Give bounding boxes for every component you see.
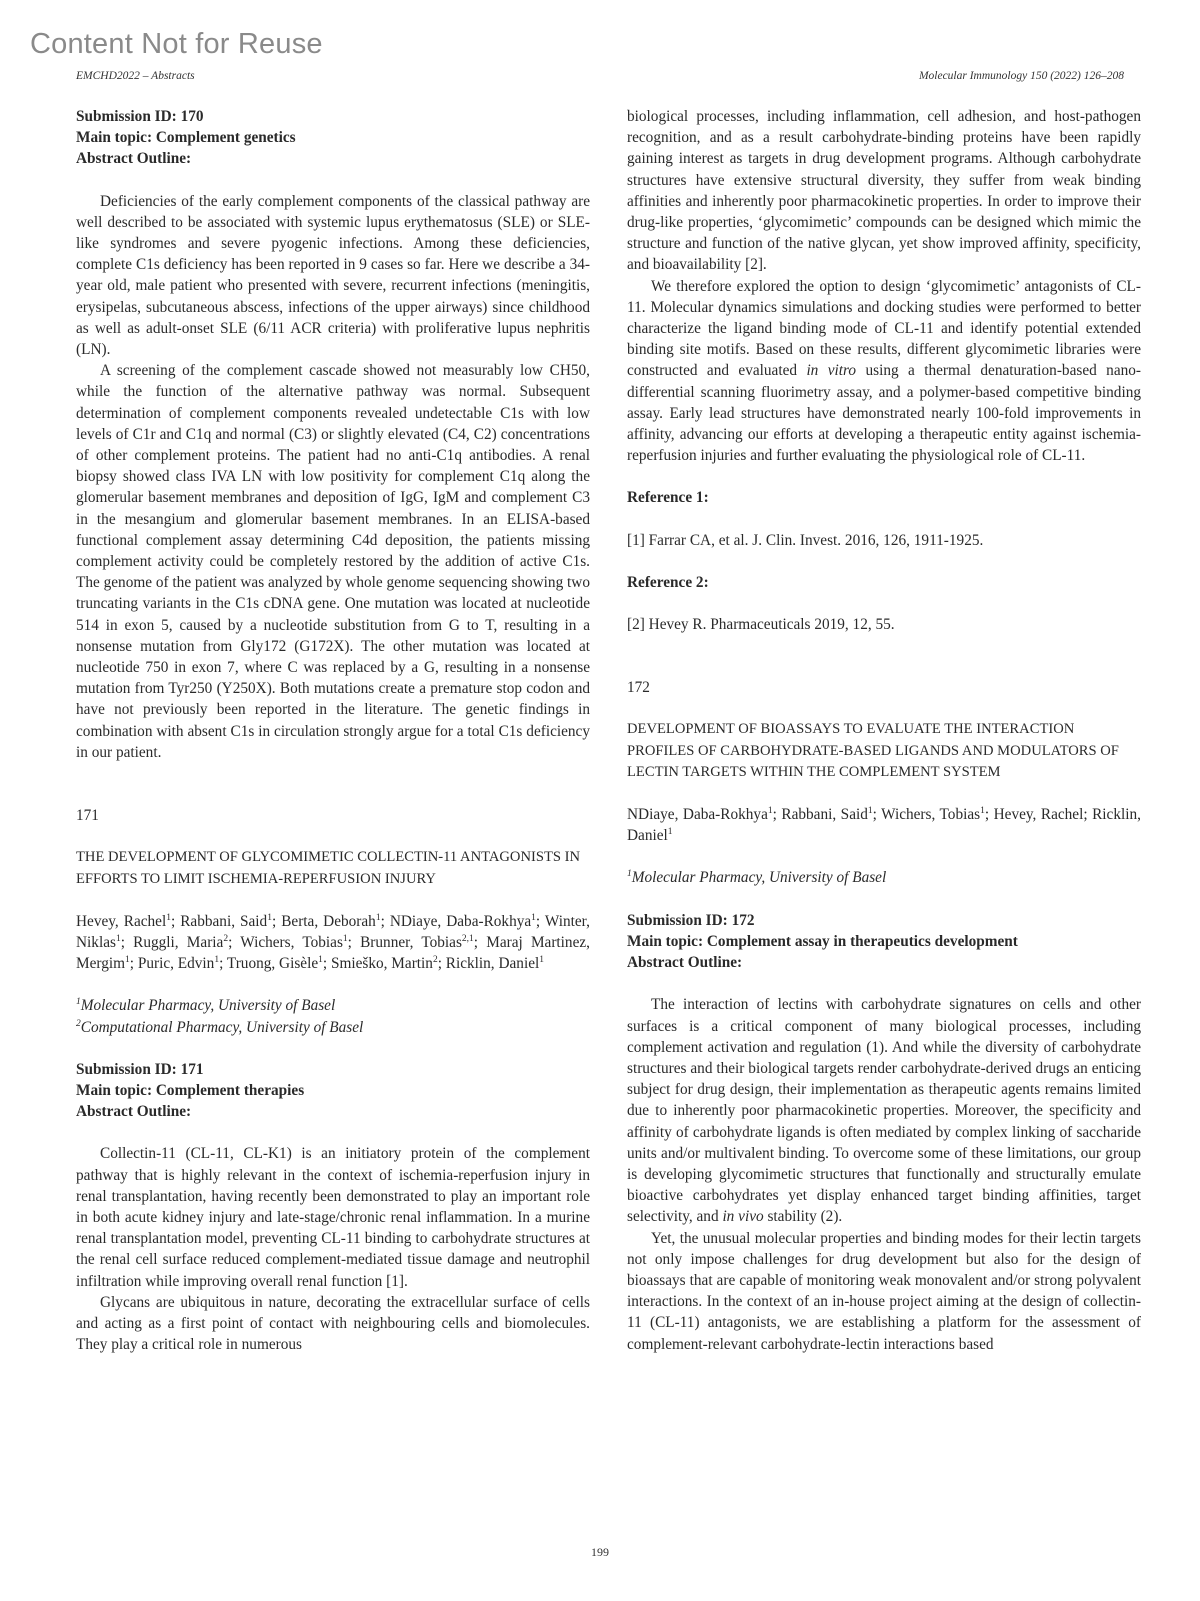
submission-id: Submission ID: 170 bbox=[76, 108, 204, 125]
author: Ricklin, Daniel bbox=[445, 955, 540, 973]
affiliation-mark: 2 bbox=[76, 1018, 81, 1029]
right-column bbox=[627, 106, 1141, 1355]
author-affil-mark: 2 bbox=[223, 933, 229, 944]
abstract-paragraph: Deficiencies of the early complement components of the classical pathway are well described to be associated with systemic lupus erythematosus (SLE) or SLE-like syndromes and severe pyogenic infections. Among these deficiencies, complete C1s deficiency has been reported in 9 cases so far. Here we describe a 34-year old, male patient who presented with severe, recurrent infections (meningitis, erysipelas, subcutaneous abscess, infections of the upper airways) since childhood as well as adult-onset SLE (6/11 ACR criteria) with proliferative lupus nephritis (LN). bbox=[76, 192, 590, 359]
author-affil-mark: 1 bbox=[214, 955, 220, 966]
abstract-paragraph: Yet, the unusual molecular properties and binding modes for their lectin targets not only impose challenges for drug development but also for the design of bioassays that are capable of monitoring weak monovalent and/or strong polyvalent interactions. In the context of an in-house project aiming at the design of collectin-11 (CL-11) antagonists, we are establishing a platform for the assessment of complement-relevant carbohydrate-lectin interactions based bbox=[627, 1229, 1141, 1353]
author-affil-mark: 1 bbox=[375, 912, 381, 923]
author: Berta, Deborah bbox=[281, 912, 376, 930]
author: Hevey, Rachel bbox=[76, 912, 167, 930]
abstract-paragraph: Glycans are ubiquitous in nature, decorating the extracellular surface of cells and acting as a first point of contact with neighbouring cells and biomolecules. They play a critical role in numerous bbox=[76, 1293, 590, 1354]
main-topic: Main topic: Complement assay in therapeutics development bbox=[627, 932, 1018, 950]
running-head-right: Molecular Immunology 150 (2022) 126–208 bbox=[918, 70, 1124, 82]
author: NDiaye, Daba-Rokhya bbox=[627, 806, 768, 824]
paragraph-text: using a thermal denaturation-based nano-differential scanning fluorimetry assay, and a polymer-based competitive binding assay. Early lead structures have demonstrated nearly 100-fold improvements in affinity, advancing our efforts at developing a therapeutic entity against ischemia-reperfusion injuries and further evaluating the physiological role of CL-11. bbox=[627, 362, 1141, 465]
paragraph-text: The interaction of lectins with carbohydrate signatures on cells and other surfaces is a critical component of many biological processes, including complement activation and regulation (1). And while the diversity of carbohydrate structures and their biological targets render carbohydrate-derived drugs an enticing subject for drug design, their implementation as therapeutic agents remains limited due to inherently poor pharmacokinetic properties. Moreover, the specificity and affinity of carbohydrate ligands is often mediated by complex linking of saccharide units and/or multivalent binding. To overcome some of these limitations, our group is developing glycomimetic structures that functionally and structurally emulate bioactive carbohydrates yet display enhanced target binding affinities, target selectivity, and bbox=[627, 996, 1141, 1226]
author-affil-mark: 1 bbox=[318, 955, 323, 966]
submission-id: Submission ID: 172 bbox=[627, 911, 755, 929]
author: Truong, Gisèle bbox=[226, 955, 319, 973]
abstract-title: DEVELOPMENT OF BIOASSAYS TO EVALUATE THE INTERACTION PROFILES OF CARBOHYDRATE-BASED LIGANDS AND MODULATORS OF LECTIN TARGETS WITHIN THE COMPLEMENT SYSTEM bbox=[627, 721, 1119, 780]
abstract-title: THE DEVELOPMENT OF GLYCOMIMETIC COLLECTIN-11 ANTAGONISTS IN EFFORTS TO LIMIT ISCHEMIA-REPERFUSION INJURY bbox=[76, 849, 581, 887]
affiliation bbox=[76, 1017, 590, 1038]
author-list: NDiaye, Daba-Rokhya$^1$; Rabbani, Said$^1$; Wichers, Tobias$^1$; Hevey, Rachel; Ricklin, Daniel$^1$ bbox=[627, 805, 1141, 845]
reference-heading: Reference 2: bbox=[627, 573, 709, 591]
author: Puric, Edvin bbox=[137, 955, 215, 973]
author-affil-mark: 1 bbox=[342, 933, 348, 944]
author: NDiaye, Daba-Rokhya bbox=[389, 912, 532, 930]
affiliation-mark: 1 bbox=[627, 869, 632, 880]
abstract-paragraph: Collectin-11 (CL-11, CL-K1) is an initiatory protein of the complement pathway that is highly relevant in the context of ischemia-reperfusion injury in renal transplantation, having recently been demonstrated to play an important role in both acute kidney injury and late-stage/chronic renal inflammation. In a murine renal transplantation model, preventing CL-11 binding to carbohydrate structures at the renal cell surface reduced complement-mediated tissue damage and neutrophil infiltration while improving overall renal function [1]. bbox=[76, 1145, 590, 1290]
submission-id: Submission ID: 171 bbox=[76, 1060, 204, 1078]
affiliation-text: Molecular Pharmacy, University of Basel bbox=[80, 997, 336, 1015]
main-topic: Main topic: Complement genetics bbox=[76, 129, 296, 147]
abstract-outline-label: Abstract Outline: bbox=[76, 150, 192, 168]
author-affil-mark: 1 bbox=[115, 933, 121, 944]
author: Ricklin, Daniel bbox=[627, 806, 1141, 845]
author: Ruggli, Maria bbox=[133, 933, 224, 951]
author: Rabbani, Said bbox=[180, 912, 268, 930]
abstract-outline-label: Abstract Outline: bbox=[76, 1103, 192, 1121]
affiliation-mark: 1 bbox=[76, 997, 81, 1008]
reference-entry: [1] Farrar CA, et al. J. Clin. Invest. 2016, 126, 1911-1925. bbox=[627, 531, 984, 549]
author-affil-mark: 1 bbox=[667, 827, 673, 838]
author-affil-mark: 1 bbox=[531, 912, 536, 923]
author-affil-mark: 1 bbox=[980, 805, 985, 816]
author: Maraj Martinez, Mergim bbox=[76, 933, 590, 973]
reference-heading: Reference 1: bbox=[627, 489, 709, 507]
abstract-paragraph bbox=[627, 276, 1141, 467]
abstract-outline-label: Abstract Outline: bbox=[627, 954, 743, 972]
paragraph-text: stability (2). bbox=[763, 1208, 843, 1226]
italic-term: in vivo bbox=[722, 1208, 764, 1226]
affiliation bbox=[76, 995, 590, 1016]
author: Winter, Niklas bbox=[76, 912, 590, 951]
author: Hevey, Rachel bbox=[993, 806, 1084, 824]
author: Wichers, Tobias bbox=[881, 806, 981, 824]
abstract-paragraph: A screening of the complement cascade showed not measurably low CH50, while the function of the alternative pathway was normal. Subsequent determination of complement components revealed undetectable C1s with low levels of C1r and C1q and normal (C3) or slightly elevated (C4, C2) concentrations of other complement proteins. The patient had no anti-C1q antibodies. A renal biopsy showed class IVA LN with low positivity for complement C1q along the glomerular basement membranes and deposition of IgG, IgM and complement C3 in the mesangium and glomerular basement membranes. In an ELISA-based functional complement assay determining C4d deposition, the patients missing complement activity could be completely restored by the addition of active C1s. The genome of the patient was analyzed by whole genome sequencing showing two truncating variants in the C1s cDNA gene. One mutation was located at nucleotide 514 in exon 5, caused by a nucleotide substitution from G to T, resulting in a nonsense mutation from Gly172 (G172X). The other mutation was located at nucleotide 750 in exon 7, where C was replaced by a G, resulting in a nonsense mutation from Tyr250 (Y250X). Both mutations create a premature stop codon and have not previously been reported in the literature. The genetic findings in combination with absent C1s in circulation strongly argue for a total C1s deficiency in our patient. bbox=[76, 362, 590, 761]
author-affil-mark: 1 bbox=[166, 912, 171, 923]
main-topic: Main topic: Complement therapies bbox=[76, 1081, 305, 1099]
author-affil-mark: 1 bbox=[867, 805, 873, 816]
page-number: 199 bbox=[591, 1545, 609, 1559]
author-affil-mark: 2 bbox=[432, 955, 438, 966]
paragraph-text: We therefore explored the option to design ‘glycomimetic’ antagonists of CL-11. Molecular dynamics simulations and docking studies were performed to better characterize the ligand binding mode of CL-11 and identify potential extended binding site motifs. Based on these results, different glycomimetic libraries were constructed and evaluated bbox=[627, 277, 1141, 380]
left-column bbox=[76, 106, 590, 1355]
reference-entry: [2] Hevey R. Pharmaceuticals 2019, 12, 55. bbox=[627, 616, 895, 634]
author-affil-mark: 1 bbox=[767, 805, 773, 816]
author-list: Hevey, Rachel$^1$; Rabbani, Said$^1$; Berta, Deborah$^1$; NDiaye, Daba-Rokhya$^1$; Winter, Niklas$^1$; Ruggli, Maria$^2$; Wichers, Tobias$^1$; Brunner, Tobias$^{2,1}$; Maraj Martinez, Mergim$^1$; Puric, Edvin$^1$; Truong, Gisèle$^1$; Smieško, Martin$^2$; Ricklin, Daniel$^1$ bbox=[76, 912, 590, 973]
author: Smieško, Martin bbox=[330, 955, 433, 973]
author-affil-mark: 1 bbox=[539, 955, 544, 966]
affiliation-text: Computational Pharmacy, University of Basel bbox=[80, 1018, 364, 1036]
author: Brunner, Tobias bbox=[360, 933, 462, 951]
abstract-number: 171 bbox=[76, 807, 99, 825]
affiliation-text: Molecular Pharmacy, University of Basel bbox=[631, 869, 887, 887]
watermark: Content Not for Reuse bbox=[30, 28, 323, 60]
author-affil-mark: 1 bbox=[125, 955, 130, 966]
author-affil-mark: 1 bbox=[267, 912, 272, 923]
running-head-left: EMCHD2022 – Abstracts bbox=[76, 70, 195, 82]
author: Wichers, Tobias bbox=[240, 933, 343, 951]
italic-term: in vitro bbox=[806, 362, 857, 380]
author-affil-mark: 2,1 bbox=[461, 933, 474, 944]
author: Rabbani, Said bbox=[781, 806, 868, 824]
abstract-number: 172 bbox=[627, 679, 650, 697]
abstract-paragraph bbox=[627, 994, 1141, 1227]
abstract-paragraph-continued: biological processes, including inflammation, cell adhesion, and host-pathogen recognition, and as a result carbohydrate-binding proteins have been rapidly gaining interest as targets in drug development programs. Although carbohydrate structures have extensive structural diversity, they suffer from weak binding affinities and inherently poor pharmacokinetic properties. In order to improve their drug-like properties, ‘glycomimetic’ compounds can be designed which mimic the structure and function of the native glycan, yet show improved affinity, specificity, and bioavailability [2]. bbox=[627, 108, 1141, 274]
affiliation bbox=[627, 867, 1141, 888]
